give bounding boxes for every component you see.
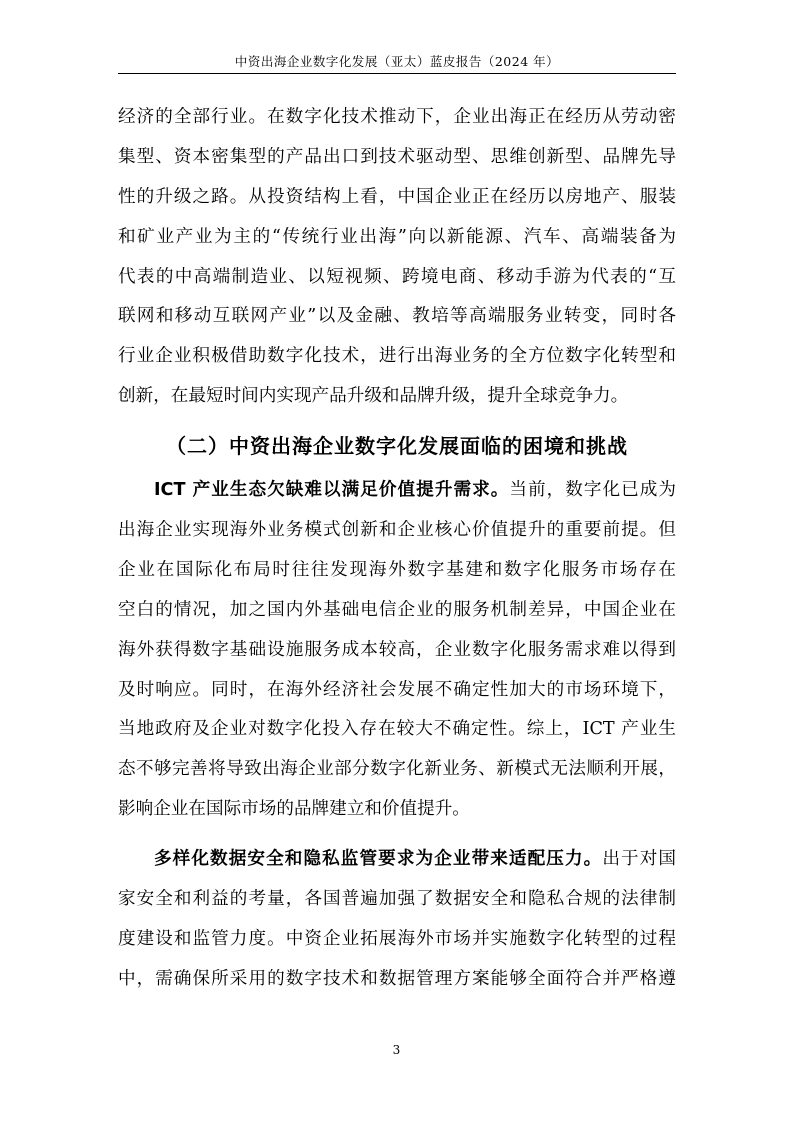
section-heading: （二）中资出海企业数字化发展面临的困境和挑战: [166, 434, 628, 459]
paragraph-lead: 多样化数据安全和隐私监管要求为企业带来适配压力。: [154, 849, 603, 870]
text-line: 集型、资本密集型的产品出口到技术驱动型、思维创新型、品牌先导: [118, 146, 676, 167]
text-line: 空白的情况，加之国内外基础电信企业的服务机制差异，中国企业在: [118, 599, 676, 620]
text-line: 影响企业在国际市场的品牌建立和价值提升。: [118, 799, 470, 820]
text-line: 态不够完善将导致出海企业部分数字化新业务、新模式无法顺利开展，: [118, 759, 676, 780]
running-header: 中资出海企业数字化发展（亚太）蓝皮报告（2024 年）: [234, 54, 560, 69]
paragraph-text: 出于对国: [602, 849, 676, 870]
text-line: 性的升级之路。从投资结构上看，中国企业正在经历以房地产、服装: [118, 186, 676, 207]
body-text: [118, 98, 676, 1000]
text-line: 海外获得数字基础设施服务成本较高，企业数字化服务需求难以得到: [118, 639, 676, 660]
paragraph-gap: [118, 830, 676, 840]
text-line: 代表的中高端制造业、以短视频、跨境电商、移动手游为代表的“互: [118, 266, 676, 287]
text-line: 家安全和利益的考量，各国普遍加强了数据安全和隐私合规的法律制: [118, 889, 676, 910]
text-line: 经济的全部行业。在数字化技术推动下，企业出海正在经历从劳动密: [118, 107, 676, 127]
text-line-first: [118, 471, 676, 511]
text-line: 企业在国际化布局时往往发现海外数字基建和数字化服务市场存在: [118, 559, 676, 580]
paragraph-1: [118, 98, 676, 417]
text-line-first: [118, 840, 676, 880]
text-line: 出海企业实现海外业务模式创新和企业核心价值提升的重要前提。但: [118, 520, 676, 541]
text-line: 和矿业产业为主的“传统行业出海”向以新能源、汽车、高端装备为: [118, 226, 676, 247]
paragraph-3: [118, 840, 676, 1000]
text-line: 创新，在最短时间内实现产品升级和品牌升级，提升全球竞争力。: [118, 386, 629, 407]
text-line: 行业企业积极借助数字化技术，进行出海业务的全方位数字化转型和: [118, 346, 676, 367]
text-line: 当地政府及企业对数字化投入存在较大不确定性。综上，ICT 产业生: [118, 719, 676, 740]
paragraph-text: 当前，数字化已成为: [509, 480, 676, 501]
text-line: 中，需确保所采用的数字技术和数据管理方案能够全面符合并严格遵: [118, 968, 676, 989]
page-number: 3: [392, 1043, 401, 1057]
text-line: 及时响应。同时，在海外经济社会发展不确定性加大的市场环境下，: [118, 679, 676, 700]
text-line: 度建设和监管力度。中资企业拓展海外市场并实施数字化转型的过程: [118, 928, 676, 949]
paragraph-2: [118, 471, 676, 830]
header-rule: [118, 73, 676, 74]
paragraph-lead: ICT 产业生态欠缺难以满足价值提升需求。: [154, 480, 510, 501]
text-line: 联网和移动互联网产业”以及金融、教培等高端服务业转变，同时各: [118, 306, 676, 327]
